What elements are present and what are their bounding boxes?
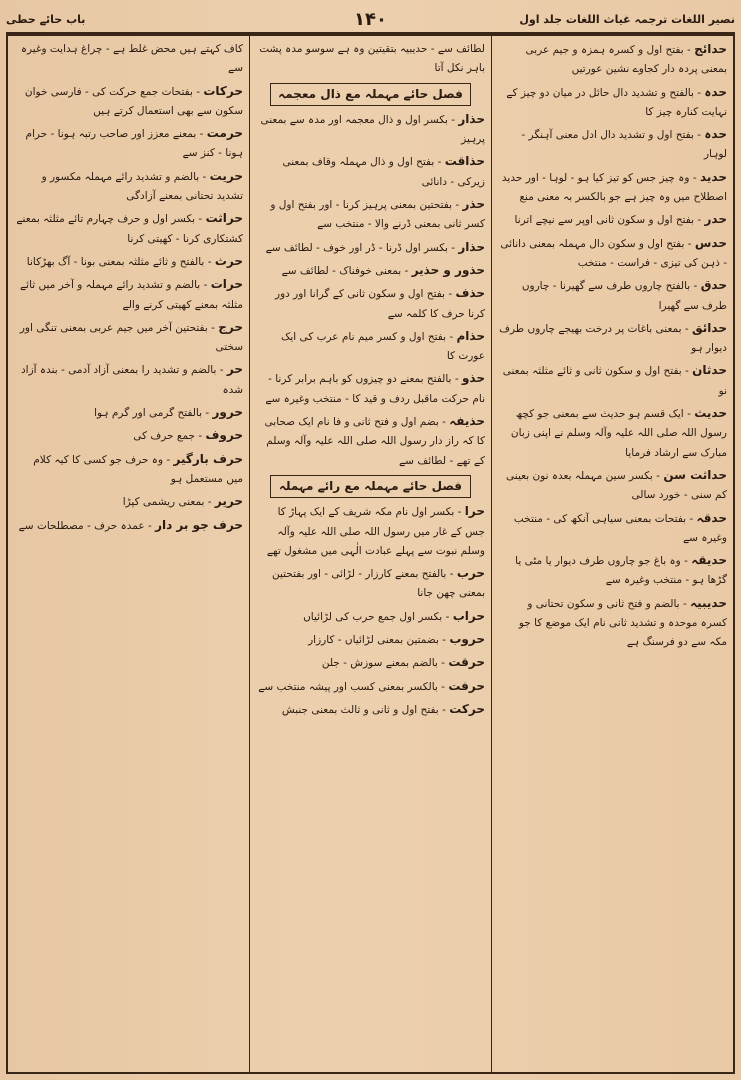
dictionary-entry: حرفت - بالکسر بمعنی کسب اور پیشہ منتخب سے	[258, 678, 485, 693]
headword: حراثت	[205, 211, 243, 226]
headword: حدہ	[704, 84, 727, 99]
headword: حدقہ	[696, 510, 727, 525]
columns	[6, 34, 735, 1074]
definition: بضم اول و فتح ثانی و فا نام ایک صحابی کا کہ راز دار رسول اللہ صلی اللہ علیہ وآلہ وسلم کے تھے - لطائف سے	[264, 416, 485, 467]
section-heading: فصل حائے مہملہ مع ذال معجمہ	[270, 83, 471, 106]
definition: بالضم و تشدید رائے مہملہ مکسور و تشدید تحتانی بمعنے آزادگی	[41, 170, 243, 203]
dictionary-entry: حرج - بفتحتین آخر میں جیم عربی بمعنی تنگی اور سختی	[19, 319, 243, 354]
definition: بکسر سین مہملہ بعدہ نون بعینی کم سنی - خورد سالی	[506, 469, 727, 502]
dictionary-entry: حذر - بفتحتین بمعنی پرہیز کرنا - اور بفتح اول و کسر ثانی بمعنی ڈرنے والا - منتخب سے	[270, 197, 485, 231]
headword: حرج	[218, 319, 243, 334]
definition: جمع حرف کی	[133, 430, 196, 443]
dictionary-entry: حرقت - بالضم بمعنے سوزش - جلن	[321, 655, 485, 670]
definition: بمعنی خوفناک - لطائف سے	[281, 264, 402, 277]
dictionary-entry: حرا - بکسر اول نام مکہ شریف کے ایک پہاڑ کا جس کے غار میں رسول اللہ صلی اللہ علیہ وآلہ وسلم نبوت سے پہلے عبادت الٰہی میں مشغول تھے	[266, 504, 485, 557]
dictionary-entry: حدیقہ - وہ باغ جو چاروں طرف دیوار یا مٹی یا گڑھا ہو - منتخب وغیرہ سے	[515, 553, 727, 587]
dictionary-entry: حذاقت - بفتح اول و ذال مہملہ وقاف بمعنی زیرکی - دانائی	[282, 154, 485, 188]
headword: حر	[226, 362, 243, 377]
headword: حرمت	[206, 126, 243, 141]
dictionary-entry: حرف جو بر دار - عمدہ حرف - مصطلحات سے	[18, 517, 243, 532]
headword: حدس	[694, 235, 727, 250]
dictionary-entry: حذف - بفتح اول و سکون ثانی کے گرانا اور دور کرنا حرف کا کلمہ سے	[275, 286, 485, 320]
definition: بفتح اول و سکون دال مہملہ بمعنی دانائی - ذہن کی تیزی - فراست - منتخب	[500, 237, 727, 269]
headword: حذور و حذیر	[411, 262, 485, 277]
headword: حرب	[456, 566, 485, 581]
dictionary-entry: حدید - وہ چیز جس کو تیز کیا ہو - لوہا - اور حدید اصطلاح میں وہ چیز ہے جو بالکسر بہ معنی منع	[501, 169, 727, 204]
dictionary-entry: حریت - بالضم و تشدید رائے مہملہ مکسور و تشدید تحتانی بمعنے آزادگی	[41, 168, 243, 203]
definition: بمعنی ریشمی کپڑا	[122, 496, 205, 509]
dictionary-entry: حدائج - بفتح اول و کسرہ ہمزہ و جیم عربی بمعنی پردہ دار کجاوے نشین عورتیں	[525, 42, 727, 76]
definition: بالضم و تشدید را بمعنی آزاد آدمی - بندہ آزاد شدہ	[21, 364, 243, 396]
headword: حریت	[209, 168, 243, 183]
dictionary-entry: حرات - بالضم و تشدید رائے مہملہ و آخر میں ثائے مثلثہ بمعنے کھیتی کرنے والے	[20, 277, 243, 311]
definition: بفتح اول و سکون ثانی و ثائے مثلثہ بمعنی نو	[502, 365, 727, 397]
dictionary-entry	[256, 40, 485, 79]
definition: بفتحات جمع حرکت کی - فارسی خوان سکون سے بھی استعمال کرتے ہیں	[24, 85, 243, 117]
headword: حدر	[704, 212, 727, 227]
definition: لطائف سے - حدیبیہ بتقیتین وہ ہے سوسو مدہ پشت باہر نکل آتا	[259, 43, 485, 75]
headword: حدثان	[692, 363, 727, 378]
definition: عمدہ حرف - مصطلحات سے	[18, 519, 145, 532]
definition: بفتح اول و سکون ثانی کے گرانا اور دور کرنا حرف کا کلمہ سے	[275, 288, 485, 320]
definition: بفتح اول و سکون ثانی اوپر سے نیچے اترنا	[514, 214, 695, 227]
dictionary-entry: حذار - بکسر اول و ذال معجمہ اور مدہ سے بمعنی پرہیز	[260, 111, 485, 146]
definition: بالفتح و ثائے مثلثہ بمعنی بونا - آگ بھڑکانا	[26, 255, 205, 268]
definition: بکسر اول ڈرنا - ڈر اور خوف - لطائف سے	[265, 241, 448, 254]
chapter-title: باب حائے حطی	[6, 12, 86, 26]
definition: بکسر اول و ذال معجمہ اور مدہ سے بمعنی پرہیز	[260, 113, 485, 146]
definition: بالفتح و تشدید دال حائل در میان دو چیز کے نہایت کنارہ چیز کا	[506, 86, 727, 118]
dictionary-entry: حرکات - بفتحات جمع حرکت کی - فارسی خوان سکون سے بھی استعمال کرتے ہیں	[24, 83, 243, 117]
dictionary-entry: حدقہ - بفتحات بمعنی سیاہی آنکھ کی - منتخب وغیرہ سے	[513, 510, 727, 544]
dictionary-entry: حدثان - بفتح اول و سکون ثانی و ثائے مثلثہ بمعنی نو	[502, 363, 727, 397]
dictionary-entry: حدیث - ایک قسم ہو حدیث سے بمعنی جو کچھ رسول اللہ صلی اللہ علیہ وآلہ وسلم نے اپنی زبان مبارک سے ارشاد فرمایا	[510, 406, 727, 459]
definition: بفتح اول و تشدید دال ادل معنی آہنگر - لوہار	[521, 129, 727, 161]
headword: حذف	[455, 286, 485, 301]
definition: بمعنے معزز اور صاحب رتبہ ہونا - حرام ہونا - کنز سے	[25, 128, 243, 160]
definition: بضمتین بمعنی لڑائیاں - کارزار	[308, 634, 439, 647]
dictionary-entry: حروف - جمع حرف کی	[133, 428, 243, 443]
headword: حذاقت	[444, 154, 485, 169]
dictionary-entry: حدق - بالفتح چاروں طرف سے گھیرنا - چاروں طرف سے گھیرا	[521, 278, 727, 312]
headword: حروب	[449, 632, 485, 647]
definition: وہ حرف جو کسی کا کیہ کلام میں مستعمل ہو	[33, 453, 243, 485]
dictionary-entry: حدائق - بمعنی باغات پر درخت بھیجے چاروں طرف دیوار ہو	[499, 320, 727, 355]
definition: بفتح اول و کسرہ ہمزہ و جیم عربی بمعنی پردہ دار کجاوے نشین عورتیں	[525, 44, 727, 76]
headword: حرات	[210, 277, 243, 292]
page-header	[6, 6, 735, 34]
definition: بالکسر بمعنی کسب اور پیشہ منتخب سے	[258, 680, 438, 693]
column-right	[492, 36, 733, 1072]
headword: حدیقہ	[691, 553, 727, 568]
headword: حرف بارگیر	[173, 451, 243, 466]
headword: حدیبیہ	[690, 595, 727, 610]
book-title: نصیر اللغات ترجمہ غیاث اللغات جلد اول	[519, 12, 735, 26]
dictionary-entry: حذام - بفتح اول و کسر میم نام عرب کی ایک عورت کا	[280, 328, 485, 363]
headword: حداثت سن	[663, 467, 727, 482]
headword: حرا	[464, 504, 485, 519]
definition: بکسر اول نام مکہ شریف کے ایک پہاڑ کا جس کے غار میں رسول اللہ صلی اللہ علیہ وآلہ وسلم نبوت سے پہلے عبادت الٰہی میں مشغول تھے	[266, 506, 485, 557]
headword: حذیفہ	[449, 414, 485, 429]
headword: حرقت	[448, 655, 485, 670]
dictionary-entry	[14, 40, 243, 79]
headword: حروف	[205, 428, 243, 443]
definition: بکسر اول جمع حرب کی لڑائیاں	[303, 610, 443, 623]
definition: بفتح اول و کسر میم نام عرب کی ایک عورت کا	[280, 330, 485, 363]
dictionary-entry: حذو - بالفتح بمعنے دو چیزوں کو باہم برابر کرنا - نام حرکت ماقبل ردف و قید کا - منتخب وغیرہ سے	[265, 371, 485, 405]
headword: حدیث	[694, 406, 727, 421]
headword: حذار	[458, 239, 485, 254]
section-heading: فصل حائے مہملہ مع رائے مہملہ	[270, 475, 471, 498]
column-middle	[250, 36, 492, 1072]
headword: حذار	[458, 111, 485, 126]
headword: حرف جو بر دار	[155, 517, 243, 532]
dictionary-entry: حرب - بالفتح بمعنے کارزار - لڑائی - اور بفتحتین بمعنی چھن جانا	[271, 566, 485, 600]
column-left	[8, 36, 250, 1072]
dictionary-entry: حراب - بکسر اول جمع حرب کی لڑائیاں	[303, 608, 485, 623]
definition: وہ چیز جس کو تیز کیا ہو - لوہا - اور حدید اصطلاح میں وہ چیز ہے جو بالکسر بہ معنی منع	[501, 171, 727, 204]
definition: بفتح اول و ذال مہملہ وقاف بمعنی زیرکی - دانائی	[282, 156, 485, 188]
headword: حدید	[699, 169, 727, 184]
definition: بکسر اول و حرف چہارم تائے مثلثہ بمعنے کشتکاری کرنا - کھیتی کرنا	[16, 213, 243, 245]
definition: بفتح اول و ثانی و ثالث بمعنی جنبش	[281, 703, 439, 716]
headword: حذو	[461, 371, 485, 386]
headword: حرکت	[449, 701, 485, 716]
dictionary-entry: حدر - بفتح اول و سکون ثانی اوپر سے نیچے اترنا	[514, 212, 727, 227]
dictionary-entry: حداثت سن - بکسر سین مہملہ بعدہ نون بعینی کم سنی - خورد سالی	[506, 467, 727, 502]
dictionary-entry: حریر - بمعنی ریشمی کپڑا	[122, 494, 243, 509]
dictionary-entry: حدہ - بفتح اول و تشدید دال ادل معنی آہنگر - لوہار	[521, 127, 727, 161]
definition: بالفتح بمعنے کارزار - لڑائی - اور بفتحتین بمعنی چھن جانا	[271, 568, 485, 600]
dictionary-entry: حدس - بفتح اول و سکون دال مہملہ بمعنی دانائی - ذہن کی تیزی - فراست - منتخب	[500, 235, 727, 269]
headword: حرکات	[203, 83, 243, 98]
dictionary-entry: حذیفہ - بضم اول و فتح ثانی و فا نام ایک صحابی کا کہ راز دار رسول اللہ صلی اللہ علیہ وآلہ وسلم کے تھے - لطائف سے	[264, 414, 485, 467]
headword: حرفت	[448, 678, 485, 693]
headword: حدق	[700, 278, 727, 293]
headword: حذر	[462, 197, 485, 212]
definition: بالفتح چاروں طرف سے گھیرنا - چاروں طرف سے گھیرا	[521, 280, 727, 312]
headword: حراب	[452, 608, 485, 623]
dictionary-entry: حدہ - بالفتح و تشدید دال حائل در میان دو چیز کے نہایت کنارہ چیز کا	[506, 84, 727, 118]
dictionary-entry: حراثت - بکسر اول و حرف چہارم تائے مثلثہ بمعنے کشتکاری کرنا - کھیتی کرنا	[16, 211, 243, 245]
definition: بالفتح بمعنے دو چیزوں کو باہم برابر کرنا - نام حرکت ماقبل ردف و قید کا - منتخب وغیرہ سے	[265, 373, 485, 405]
dictionary-entry: حذار - بکسر اول ڈرنا - ڈر اور خوف - لطائف سے	[265, 239, 485, 254]
definition: ایک قسم ہو حدیث سے بمعنی جو کچھ رسول اللہ صلی اللہ علیہ وآلہ وسلم نے اپنی زبان مبارک سے ارشاد فرمایا	[510, 408, 727, 459]
page-number: ۱۴۰	[354, 8, 387, 30]
headword: حدائج	[694, 42, 727, 56]
dictionary-entry: حروب - بضمتین بمعنی لڑائیاں - کارزار	[308, 632, 485, 647]
dictionary-entry: حر - بالضم و تشدید را بمعنی آزاد آدمی - بندہ آزاد شدہ	[21, 362, 243, 396]
definition: بفتحات بمعنی سیاہی آنکھ کی - منتخب وغیرہ سے	[513, 512, 727, 544]
definition: بالضم بمعنے سوزش - جلن	[321, 657, 438, 670]
definition: بالفتح گرمی اور گرم ہوا	[94, 407, 203, 420]
dictionary-entry: حدیبیہ - بالضم و فتح ثانی و سکون تحتانی و کسرہ موحدہ و تشدید ثانی نام ایک موضع کا جو مکہ سے دو فرسنگ ہے	[518, 595, 727, 649]
headword: حرث	[214, 253, 243, 268]
dictionary-entry: حرکت - بفتح اول و ثانی و ثالث بمعنی جنبش	[281, 701, 485, 716]
definition: کاف کہتے ہیں محض غلط ہے - چراغ ہدایت وغیرہ سے	[20, 43, 243, 75]
headword: حرور	[212, 405, 243, 420]
headword: حذام	[456, 328, 485, 343]
dictionary-entry: حرف بارگیر - وہ حرف جو کسی کا کیہ کلام میں مستعمل ہو	[33, 451, 243, 485]
dictionary-entry: حرمت - بمعنے معزز اور صاحب رتبہ ہونا - حرام ہونا - کنز سے	[25, 126, 243, 160]
definition: بمعنی باغات پر درخت بھیجے چاروں طرف دیوار ہو	[499, 322, 727, 355]
definition: وہ باغ جو چاروں طرف دیوار یا مٹی یا گڑھا ہو - منتخب وغیرہ سے	[515, 555, 727, 587]
dictionary-entry: حرث - بالفتح و ثائے مثلثہ بمعنی بونا - آگ بھڑکانا	[26, 253, 243, 268]
definition: بفتحتین آخر میں جیم عربی بمعنی تنگی اور سختی	[19, 321, 243, 354]
dictionary-entry: حذور و حذیر - بمعنی خوفناک - لطائف سے	[281, 262, 485, 277]
definition: بالضم و فتح ثانی و سکون تحتانی و کسرہ موحدہ و تشدید ثانی نام ایک موضع کا جو مکہ سے دو فرسنگ ہے	[518, 597, 727, 649]
headword: حدہ	[704, 127, 727, 142]
headword: حریر	[214, 494, 243, 509]
definition: بفتحتین بمعنی پرہیز کرنا - اور بفتح اول و کسر ثانی بمعنی ڈرنے والا - منتخب سے	[270, 199, 485, 231]
headword: حدائق	[691, 320, 727, 335]
definition: بالضم و تشدید رائے مہملہ و آخر میں ثائے مثلثہ بمعنے کھیتی کرنے والے	[20, 279, 243, 311]
dictionary-entry: حرور - بالفتح گرمی اور گرم ہوا	[94, 405, 243, 420]
